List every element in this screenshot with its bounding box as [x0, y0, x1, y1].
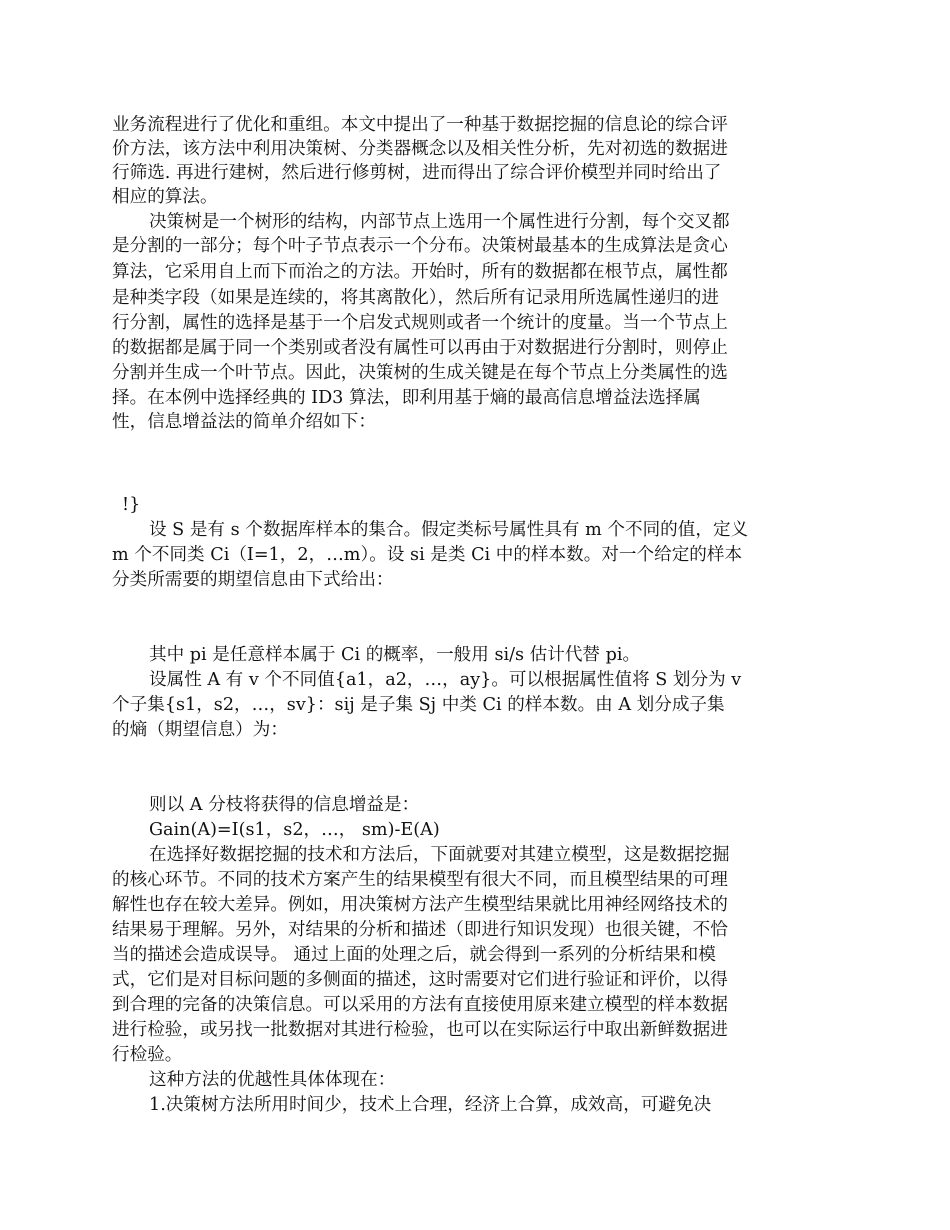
text-line: 进行检验，或另找一批数据对其进行检验，也可以在实际运行中取出新鲜数据进 [112, 1020, 728, 1040]
formula-line: Gain(A)=I(s1，s2，…， sm)-E(A) [149, 820, 440, 840]
text-line: 行分割，属性的选择是基于一个启发式规则或者一个统计的度量。当一个节点上 [112, 313, 728, 333]
text-line: 分类所需要的期望信息由下式给出： [112, 570, 394, 590]
text-line: 的数据都是属于同一个类别或者没有属性可以再由于对数据进行分割时，则停止 [112, 338, 728, 358]
text-line: 算法，它采用自上而下而治之的方法。开始时，所有的数据都在根节点，属性都 [112, 262, 728, 282]
stray-mark: !} [122, 495, 141, 515]
text-line: 设属性 A 有 v 个不同值{a1，a2，…，ay}。可以根据属性值将 S 划分为 v [149, 670, 742, 690]
text-line: 其中 pi 是任意样本属于 Ci 的概率，一般用 si/s 估计代替 pi。 [149, 645, 641, 665]
text-line: 决策树是一个树形的结构，内部节点上选用一个属性进行分割，每个交叉都 [149, 212, 730, 232]
text-line: 到合理的完备的决策信息。可以采用的方法有直接使用原来建立模型的样本数据 [112, 995, 728, 1015]
text-line: 择。在本例中选择经典的 ID3 算法，即利用基于熵的最高信息增益法选择属 [112, 388, 701, 408]
text-line: 行检验。 [112, 1045, 183, 1065]
text-line: 设 S 是有 s 个数据库样本的集合。假定类标号属性具有 m 个不同的值，定义 [149, 520, 749, 540]
text-line: 个子集{s1，s2，…，sv}：sij 是子集 Sj 中类 Ci 的样本数。由 A 划分成子集 [112, 695, 725, 715]
text-line: 相应的算法。 [112, 187, 218, 207]
text-line: 当的描述会造成误导。 通过上面的处理之后，就会得到一系列的分析结果和模 [112, 945, 716, 965]
text-line: 是分割的一部分；每个叶子节点表示一个分布。决策树最基本的生成算法是贪心 [112, 236, 728, 256]
text-line: 行筛选. 再进行建树，然后进行修剪树，进而得出了综合评价模型并同时给出了 [112, 163, 722, 183]
text-line: 价方法，该方法中利用决策树、分类器概念以及相关性分析，先对初选的数据进 [112, 139, 728, 159]
text-line: 业务流程进行了优化和重组。本文中提出了一种基于数据挖掘的信息论的综合评 [112, 115, 728, 135]
text-line: 这种方法的优越性具体体现在： [149, 1070, 396, 1090]
text-line: 的熵（期望信息）为： [112, 720, 288, 740]
text-line: 的核心环节。不同的技术方案产生的结果模型有很大不同，而且模型结果的可理 [112, 870, 728, 890]
text-line: 解性也存在较大差异。例如，用决策树方法产生模型结果就比用神经网络技术的 [112, 895, 728, 915]
text-line: 分割并生成一个叶节点。因此，决策树的生成关键是在每个节点上分类属性的选 [112, 363, 728, 383]
text-line: 在选择好数据挖掘的技术和方法后，下面就要对其建立模型，这是数据挖掘 [149, 845, 730, 865]
text-line: 结果易于理解。另外，对结果的分析和描述（即进行知识发现）也很关键，不恰 [112, 920, 728, 940]
text-line: m 个不同类 Ci（I=1，2，…m）。设 si 是类 Ci 中的样本数。对一个给定的样本 [112, 545, 743, 565]
text-line: 则以 A 分枝将获得的信息增益是： [149, 795, 420, 815]
text-line: 性，信息增益法的简单介绍如下： [112, 412, 376, 432]
text-line: 1.决策树方法所用时间少，技术上合理，经济上合算，成效高，可避免决 [149, 1095, 712, 1115]
text-line: 式，它们是对目标问题的多侧面的描述，这时需要对它们进行验证和评价，以得 [112, 970, 728, 990]
text-line: 是种类字段（如果是连续的，将其离散化），然后所有记录用所选属性递归的进 [112, 288, 719, 308]
